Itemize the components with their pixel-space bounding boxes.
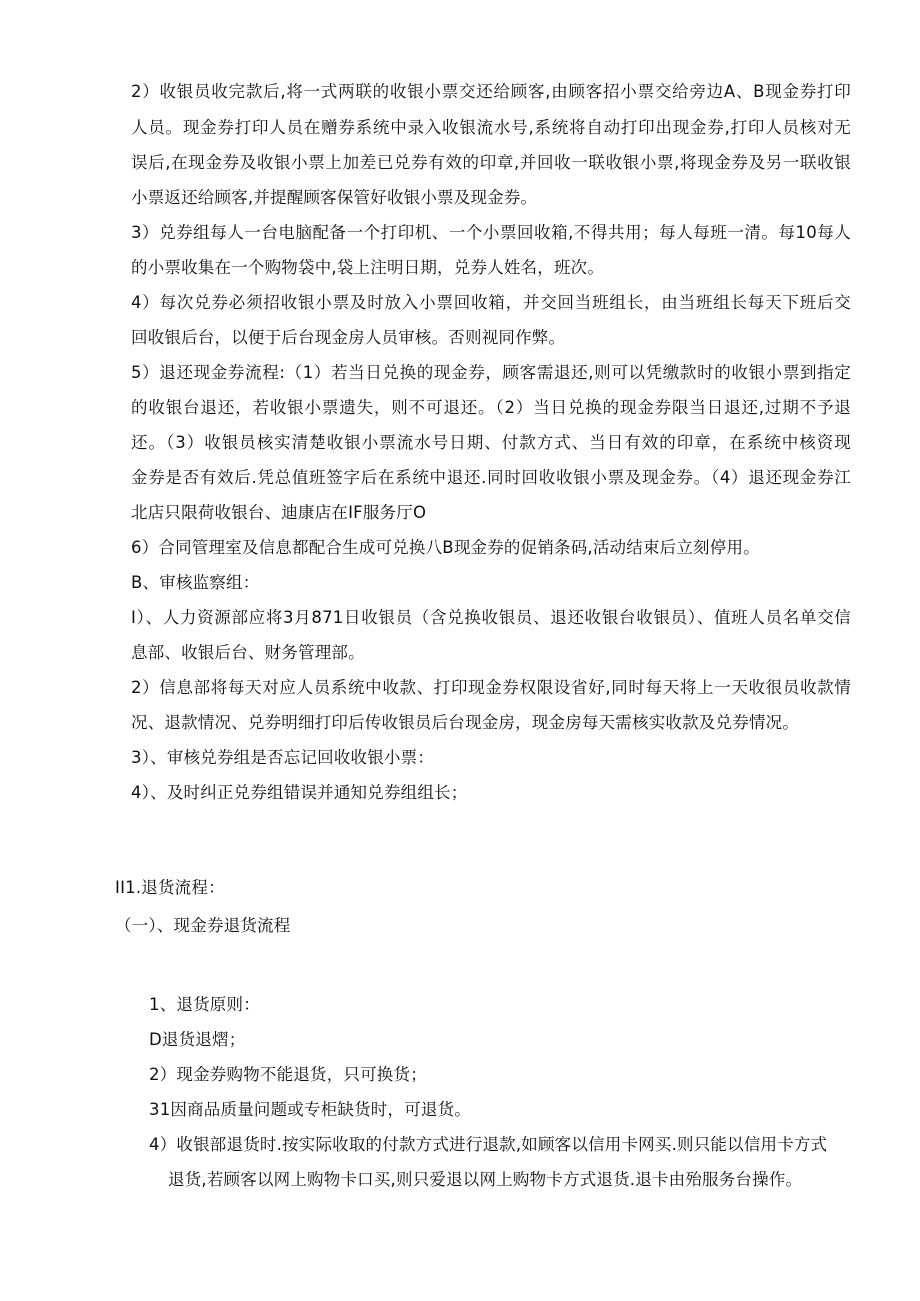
paragraph-line: 还。（3）收银员核实清楚收银小票流水号日期、付款方式、当日有效的印章，在系统中核资现 xyxy=(131,433,851,452)
rules-title: 1、退货原则： xyxy=(149,995,260,1014)
paragraph-line: 2）收银员收完款后,将一式两联的收银小票交还给顾客,由顾客招小票交给旁边A、B现金券打印 xyxy=(131,82,851,101)
paragraph-line: 小票返还给顾客,并提醒顾客保管好收银小票及现金券。 xyxy=(131,188,538,207)
paragraph-line: 4）每次兑券必须招收银小票及时放入小票回收箱，并交回当班组长，由当班组长每天下班后交 xyxy=(131,293,851,312)
rule-item: 2）现金券购物不能退货，只可换货； xyxy=(149,1065,427,1084)
section-heading: II1.退货流程： xyxy=(115,878,225,897)
paragraph-line: 4）、及时纠正兑券组错误并通知兑券组组长； xyxy=(131,783,468,802)
paragraph-line: 的小票收集在一个购物袋中,袋上注明日期，兑券人姓名，班次。 xyxy=(131,258,605,277)
rule-item: 4）收银部退货时.按实际收取的付款方式进行退款,如顾客以信用卡网买.则只能以信用卡方式 xyxy=(149,1135,828,1154)
paragraph-line: 况、退款情况、兑券明细打印后传收银员后台现金房，现金房每天需核实收款及兑券情况。 xyxy=(131,713,799,732)
paragraph-line: 息部、收银后台、财务管理部。 xyxy=(131,643,365,662)
section-label: B、审核监察组： xyxy=(131,573,260,592)
paragraph-line: 3）兑券组每人一台电脑配备一个打印机、一个小票回收箱,不得共用；每人每班一清。每10每人 xyxy=(131,223,851,242)
rule-item: 31因商品质量问题或专柜缺货时，可退货。 xyxy=(149,1100,471,1119)
paragraph-line: 5）退还现金券流程:（1）若当日兑换的现金券，顾客需退还,则可以凭缴款时的收银小票到指定 xyxy=(131,363,851,382)
paragraph-line: 的收银台退还，若收银小票遗失，则不可退还。（2）当日兑换的现金券限当日退还,过期不予退 xyxy=(131,398,851,417)
paragraph-line: I）、人力资源部应将3月871日收银员（含兑换收银员、退还收银台收银员）、值班人员名单交信 xyxy=(131,608,851,627)
paragraph-line: 3）、审核兑券组是否忘记回收收银小票： xyxy=(131,748,435,767)
paragraph-line: 2）信息部将每天对应人员系统中收款、打印现金券权限设省好,同时每天将上一天收很员收款情 xyxy=(131,678,851,697)
paragraph-line: 回收银后台，以便于后台现金房人员审核。否则视同作弊。 xyxy=(131,328,566,347)
paragraph-line: 北店只限荷收银台、迪康店在IF服务厅O xyxy=(131,503,427,522)
rule-item: D退货退熠； xyxy=(149,1030,246,1049)
rule-item-continued: 退货,若顾客以网上购物卡口买,则只爱退以网上购物卡方式退货.退卡由殆服务台操作。 xyxy=(168,1170,803,1189)
subsection-heading: （一）、现金券退货流程 xyxy=(115,916,291,935)
paragraph-line: 人员。现金券打印人员在赠券系统中录入收银流水号,系统将自动打印出现金券,打印人员核对无 xyxy=(131,118,851,137)
paragraph-line: 金券是否有效后.凭总值班签字后在系统中退还.同时回收收银小票及现金券。（4）退还现金券江 xyxy=(131,468,851,487)
paragraph-line: 6）合同管理室及信息都配合生成可兑换八B现金券的促销条码,活动结束后立刻停用。 xyxy=(131,538,760,557)
paragraph-line: 误后,在现金券及收银小票上加差已兑券有效的印章,并回收一联收银小票,将现金券及另一联收银 xyxy=(131,153,851,172)
